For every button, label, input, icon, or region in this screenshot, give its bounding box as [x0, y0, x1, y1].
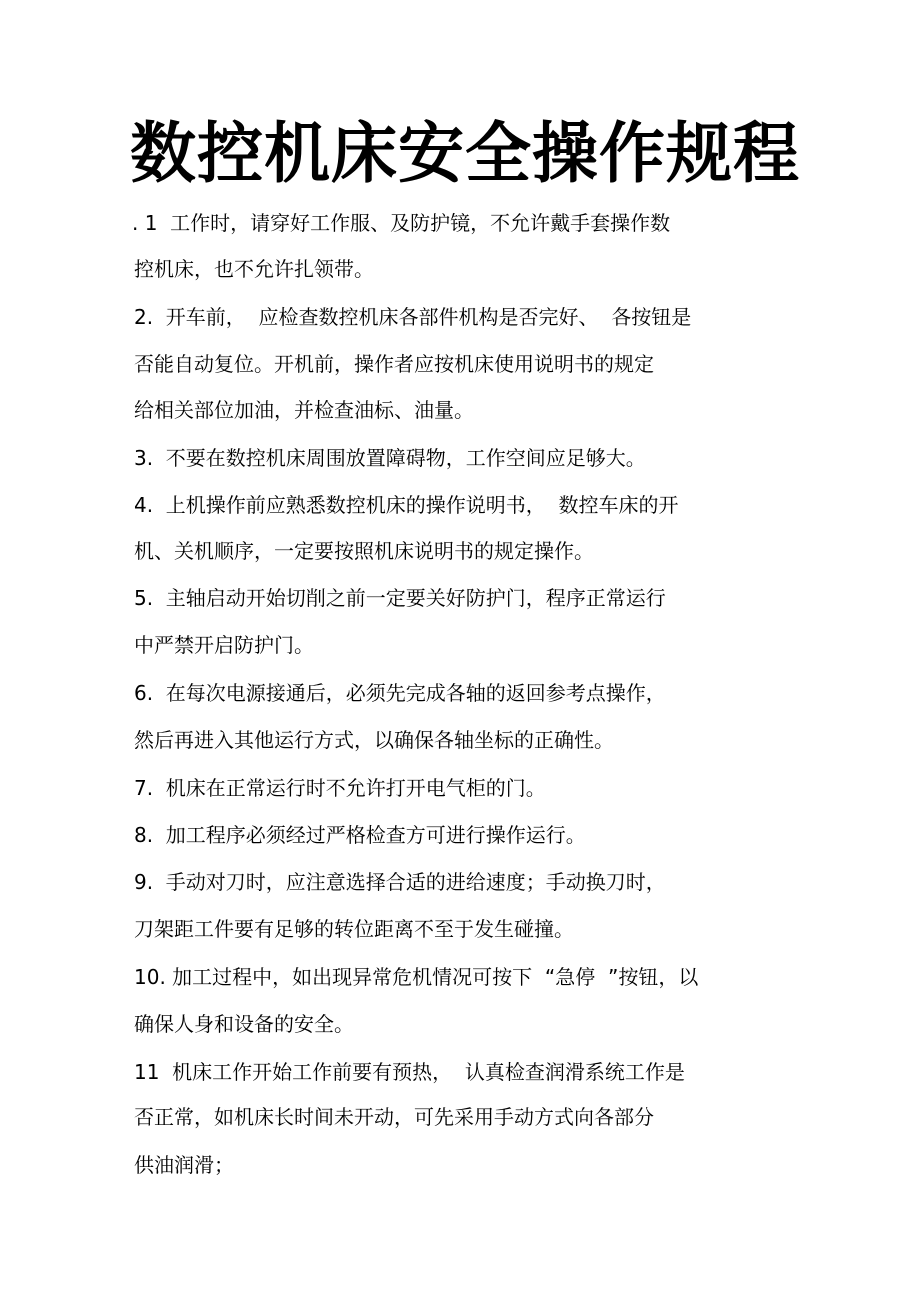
text-line: 否正常，如机床长时间未开动，可先采用手动方式向各部分: [134, 1105, 654, 1129]
text-line: 控机床，也不允许扎领带。: [134, 257, 374, 281]
text-line: 然后再进入其他运行方式，以确保各轴坐标的正确性。: [134, 728, 614, 752]
text-line: 3. 不要在数控机床周围放置障碍物，工作空间应足够大。: [134, 446, 646, 470]
text-line: 11 机床工作开始工作前要有预热， 认真检查润滑系统工作是: [134, 1060, 685, 1084]
text-line: 刀架距工件要有足够的转位距离不至于发生碰撞。: [134, 917, 574, 941]
text-line: 给相关部位加油，并检查油标、油量。: [134, 398, 474, 422]
text-line: 8. 加工程序必须经过严格检查方可进行操作运行。: [134, 823, 586, 847]
text-line: 4. 上机操作前应熟悉数控机床的操作说明书， 数控车床的开: [134, 493, 679, 517]
text-line: 5. 主轴启动开始切削之前一定要关好防护门，程序正常运行: [134, 586, 666, 610]
text-line: 6. 在每次电源接通后，必须先完成各轴的返回参考点操作，: [134, 681, 666, 705]
text-line: 9. 手动对刀时，应注意选择合适的进给速度；手动换刀时，: [134, 870, 666, 894]
text-line: . 1 工作时，请穿好工作服、及防护镜，不允许戴手套操作数: [132, 211, 671, 235]
text-line: 10. 加工过程中，如出现异常危机情况可按下 “急停 ”按钮，以: [134, 965, 699, 989]
text-line: 确保人身和设备的安全。: [134, 1012, 354, 1036]
text-line: 2. 开车前， 应检查数控机床各部件机构是否完好、 各按钮是: [134, 305, 692, 329]
text-line: 中严禁开启防护门。: [134, 633, 314, 657]
text-line: 否能自动复位。开机前，操作者应按机床使用说明书的规定: [134, 352, 654, 376]
page-title: 数控机床安全操作规程: [130, 115, 800, 192]
text-line: 7. 机床在正常运行时不允许打开电气柜的门。: [134, 776, 546, 800]
text-line: 供油润滑；: [134, 1153, 234, 1177]
text-line: 机、关机顺序，一定要按照机床说明书的规定操作。: [134, 539, 594, 563]
